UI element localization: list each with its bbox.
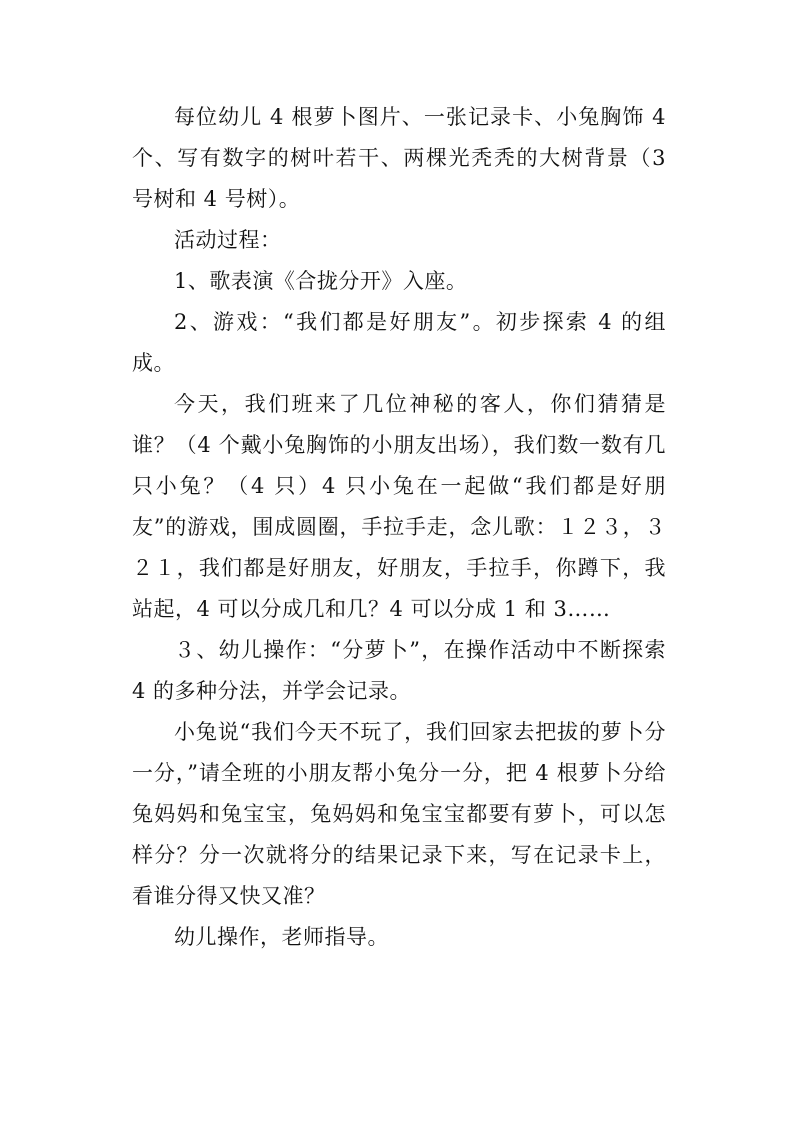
step-2-paragraph: 2、游戏：“我们都是好朋友”。初步探索 4 的组成。 [132,310,666,375]
step-3-paragraph: ３、幼儿操作：“分萝卜”，在操作活动中不断探索 4 的多种分法，并学会记录。 [132,638,666,703]
game-description-paragraph: 今天，我们班来了几位神秘的客人，你们猜猜是谁？（4 个戴小兔胸饰的小朋友出场），我们数一数有几只小兔？（4 只）4 只小兔在一起做“我们都是好朋友”的游戏，围成圆圈，手拉手走，念儿歌：１２３，３２１，我们都是好朋友，好朋友，手拉手，你蹲下，我站起，4 可以分成几和几？4 可以分成 1 和 3…… [132,392,666,621]
rabbit-task-paragraph: 小兔说“我们今天不玩了，我们回家去把拔的萝卜分一分，”请全班的小朋友帮小兔分一分，把 4 根萝卜分给兔妈妈和兔宝宝，兔妈妈和兔宝宝都要有萝卜，可以怎样分？分一次就将分的结果记录下来，写在记录卡上，看谁分得又快又准？ [132,720,666,908]
process-heading: 活动过程： [174,228,282,252]
document-body [132,97,666,958]
step-1-paragraph: 1、歌表演《合拢分开》入座。 [174,269,468,293]
operation-paragraph: 幼儿操作，老师指导。 [174,925,389,949]
materials-paragraph: 每位幼儿 4 根萝卜图片、一张记录卡、小兔胸饰 4 个、写有数字的树叶若干、两棵光秃秃的大树背景（3 号树和 4 号树）。 [132,105,666,211]
